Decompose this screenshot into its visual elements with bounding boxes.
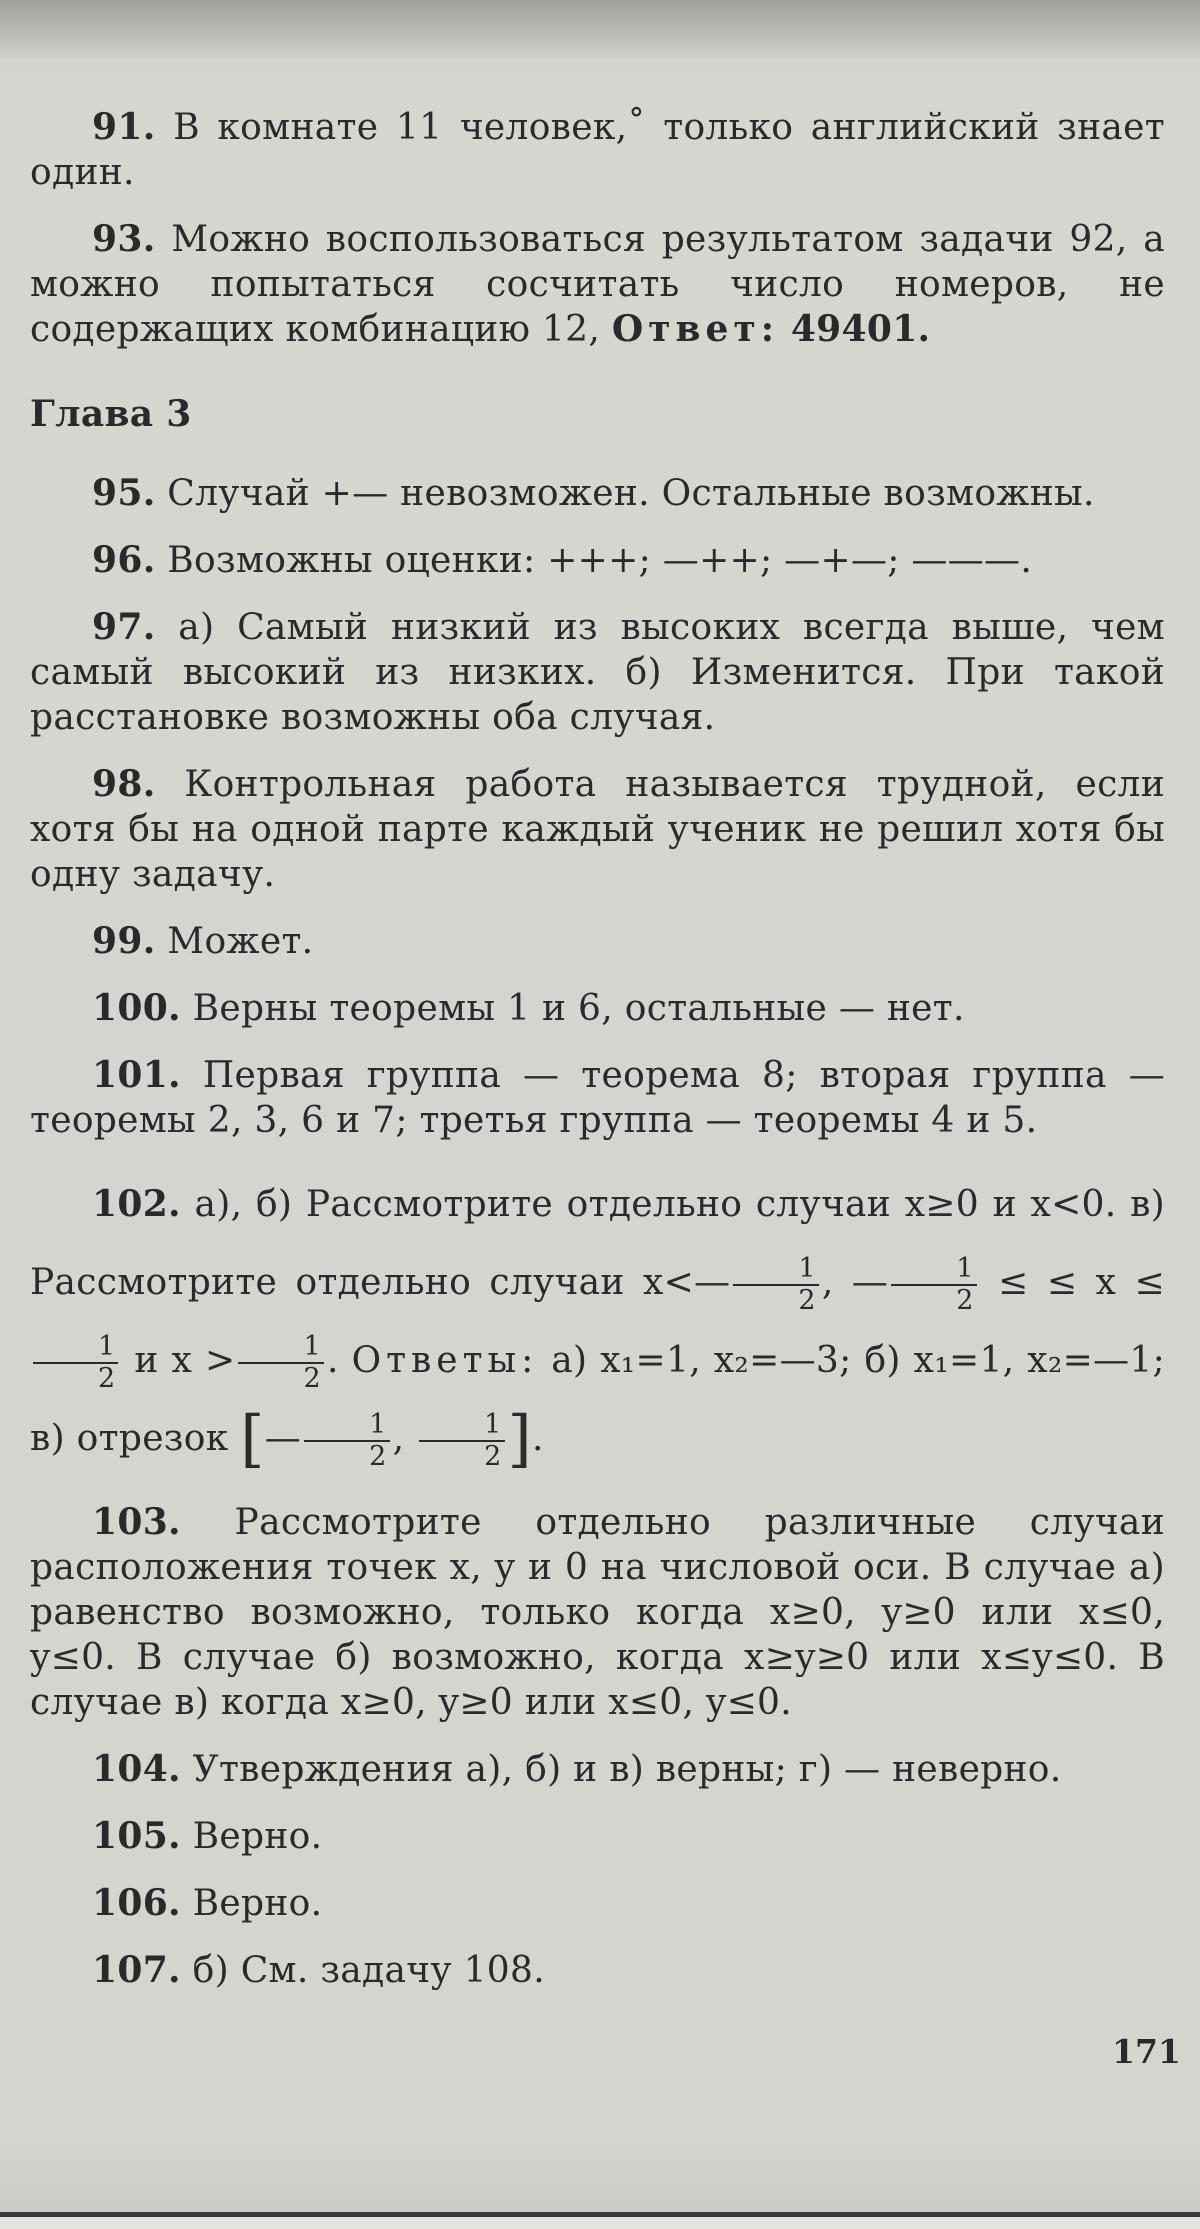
chapter-heading: Глава 3 [30, 393, 192, 435]
answer-number: 91. [92, 106, 156, 148]
left-bracket: [ [240, 1402, 265, 1475]
denominator: 2 [303, 1363, 321, 1394]
answer-104 [30, 1747, 1165, 1792]
answer-number: 97. [92, 606, 156, 648]
answer-99 [30, 919, 1165, 964]
answer-body: б) x₁=1, x₂=—1; в) отрезок [30, 1340, 1166, 1459]
answer-body: а) x₁=1, x₂=—3; [551, 1340, 852, 1381]
answer-93 [30, 217, 1165, 352]
denominator: 2 [98, 1363, 116, 1394]
page-top-shadow [0, 0, 1200, 60]
answer-107 [30, 1948, 1165, 1993]
answer-number: 107. [92, 1949, 181, 1991]
answer-value: 49401. [790, 308, 931, 350]
fraction-one-half [304, 1410, 389, 1472]
answer-number: 106. [92, 1882, 181, 1924]
answer-body: Рассмотрите отдельно различные случаи расположения точек x, y и 0 на числовой оси. В случае а) равенство возможно, только когда x≥0, y≥0 или x≤0, y≤0. В случае б) возможно, когда x≥y≥0 или x≤y≤0. В случае в) когда x≥0, y≥0 или x≤0, y≤0. [30, 1502, 1165, 1723]
answers-label: Ответы: [351, 1340, 539, 1381]
answer-body: Верно. [192, 1883, 323, 1924]
answer-number: 104. [92, 1748, 181, 1790]
answer-body: В комнате 11 человек,˚ только английский знает один. [30, 107, 1165, 193]
answer-body: Контрольная работа называется трудной, если хотя бы на одной парте каждый ученик не решил хотя бы одну задачу. [30, 764, 1165, 895]
answer-98 [30, 762, 1165, 897]
denominator: 2 [956, 1285, 974, 1316]
answer-body: Случай +— невозможен. Остальные возможны. [167, 473, 1095, 514]
numerator: 1 [304, 1410, 389, 1442]
answer-body: ≤ x ≤ [1046, 1262, 1165, 1303]
answer-number: 102. [92, 1183, 181, 1225]
answer-body: а), б) Рассмотрите отдельно случаи x≥0 и x<0. в) Рассмотрите отдельно случаи x<— [30, 1184, 1165, 1303]
answer-body: Утверждения а), б) и в) верны; г) — неверно. [192, 1749, 1062, 1790]
answer-body: Возможны оценки: +++; —++; —+—; ———. [167, 540, 1033, 581]
fraction-one-half [33, 1332, 118, 1394]
answer-95 [30, 471, 1165, 516]
fraction-one-half [733, 1254, 818, 1316]
answer-body: ≤ [979, 1262, 1029, 1303]
answer-number: 100. [92, 987, 181, 1029]
answer-body: Верны теоремы 1 и 6, остальные — нет. [192, 988, 965, 1029]
numerator: 1 [733, 1254, 818, 1286]
numerator: 1 [419, 1410, 504, 1442]
answer-body: . [326, 1340, 339, 1381]
answer-body: Первая группа — теорема 8; вторая группа — теоремы 2, 3, 6 и 7; третья группа — теоремы 4 и 5. [30, 1055, 1165, 1141]
right-bracket: ] [507, 1402, 533, 1475]
answer-body: а) Самый низкий из высоких всегда выше, чем самый высокий из низких. б) Изменится. При такой расстановке возможны оба случая. [30, 607, 1165, 738]
answer-number: 103. [92, 1501, 181, 1543]
answer-number: 96. [92, 539, 156, 581]
answer-body: Можно воспользоваться результатом задачи 92, а можно попытаться сосчитать число номеров, не содержащих комбинацию 12, [30, 219, 1165, 350]
answer-number: 101. [92, 1054, 181, 1096]
answer-number: 95. [92, 472, 156, 514]
numerator: 1 [238, 1332, 323, 1364]
denominator: 2 [369, 1441, 387, 1472]
answer-body: , [392, 1418, 405, 1459]
answer-97 [30, 605, 1165, 740]
answer-number: 105. [92, 1815, 181, 1857]
answer-106 [30, 1881, 1165, 1926]
answer-number: 93. [92, 218, 156, 260]
fraction-one-half [419, 1410, 504, 1472]
answer-105 [30, 1814, 1165, 1859]
fraction-one-half [891, 1254, 976, 1316]
fraction-one-half [238, 1332, 323, 1394]
answer-number: 99. [92, 920, 156, 962]
answer-body: б) См. задачу 108. [192, 1950, 545, 1991]
answer-102: 102. а), б) Рассмотрите отдельно случаи x≥0 и x<0. в) Рассмотрите отдельно случаи x<— $\frac{1}{2}$ , — $\frac{1}{2}$ ≤ ≤ x ≤ $\frac{1}{2}$ и x > $\frac{1}{2}$ . Ответы: а) x₁=1, x₂=—3; б) x₁=1, x₂=—1; в) отрезок [— $\frac{1}{2}$ , $\frac{1}{2}$ ]. [30, 1183, 1166, 1475]
answer-96 [30, 538, 1165, 583]
page-bottom-band [0, 2217, 1200, 2229]
answer-101 [30, 1053, 1165, 1143]
answer-body: и x > [121, 1340, 236, 1381]
answer-91 [30, 105, 1165, 195]
page-number: 171 [1112, 2032, 1181, 2071]
answer-100 [30, 986, 1165, 1031]
answer-103 [30, 1500, 1165, 1725]
answer-body: — [264, 1418, 302, 1459]
denominator: 2 [484, 1441, 502, 1472]
denominator: 2 [798, 1285, 816, 1316]
numerator: 1 [33, 1332, 118, 1364]
answer-label: Ответ: [611, 308, 780, 350]
answer-body: Может. [167, 921, 314, 962]
answer-body: Верно. [192, 1816, 323, 1857]
numerator: 1 [891, 1254, 976, 1286]
answer-body: , — [821, 1262, 889, 1303]
answers-text [30, 105, 1165, 2015]
answer-number: 98. [92, 763, 156, 805]
